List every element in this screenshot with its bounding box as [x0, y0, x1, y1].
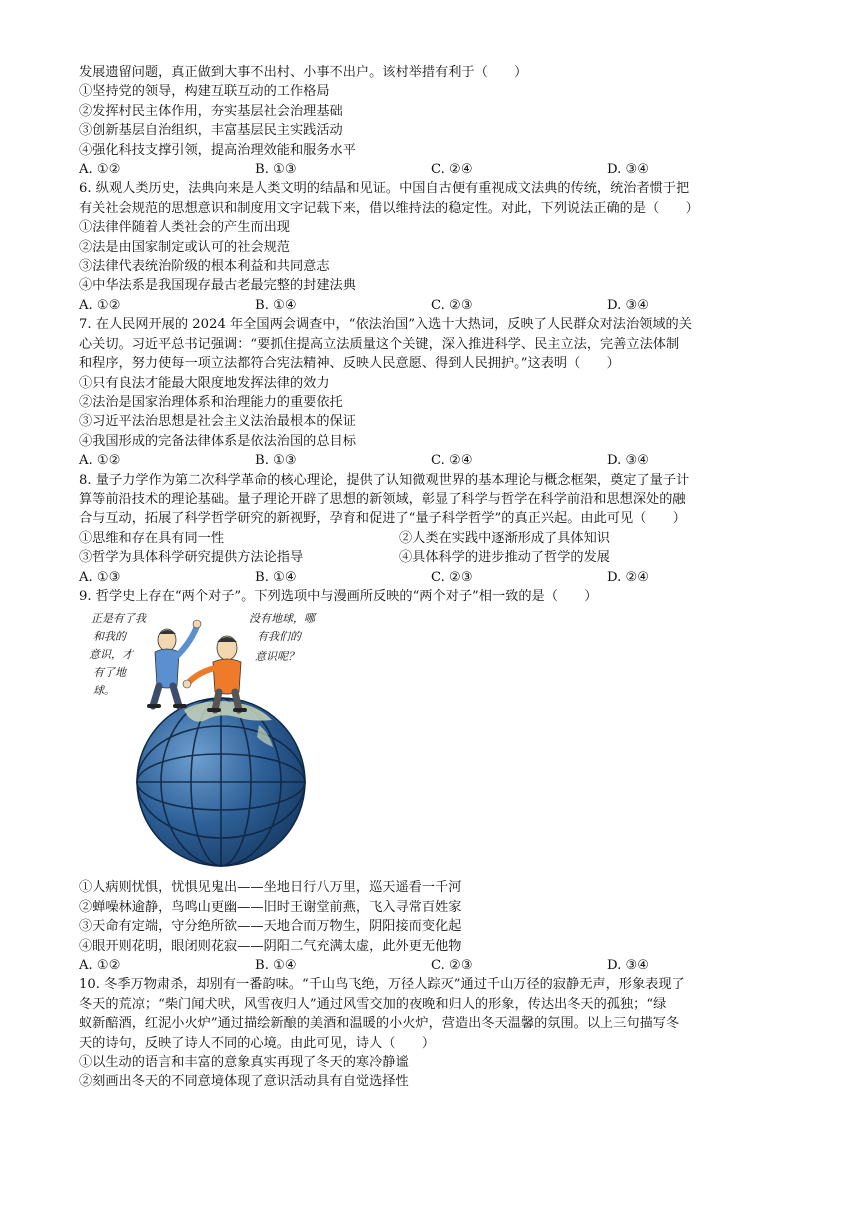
q5-item-1: ①坚持党的领导，构建互联互动的工作格局	[79, 84, 330, 100]
q9-item-3: ③天命有定端，守分绝所欲——天地合而万物生，阴阳接而变化起	[79, 919, 462, 935]
q9-item-4: ④眼开则花明，眼闭则花寂——阴阳二气充满太虚，此外更无他物	[79, 938, 462, 954]
q6-options	[79, 296, 799, 315]
q6-item-4: ④中华法系是我国现存最古老最完整的封建法典	[79, 278, 356, 294]
q5-stem-tail: 发展遗留问题，真正做到大事不出村、小事不出户。该村举措有利于（ ）	[79, 65, 528, 80]
bubble-right-line-2: 有我们的	[257, 630, 301, 644]
q7-option-c[interactable]: C. ②④	[431, 453, 473, 469]
q7-item-3: ③习近平法治思想是社会主义法治最根本的保证	[79, 414, 356, 430]
q5-option-d[interactable]: D. ③④	[607, 162, 650, 178]
q6-stem-line-2: 有关社会规范的思想意识和制度用文字记载下来，借以维持法的稳定性。对此，下列说法正确的是（ ）	[79, 200, 699, 216]
q6-option-c[interactable]: C. ②③	[431, 297, 473, 313]
q6-item-1: ①法律伴随着人类社会的产生而出现	[79, 220, 290, 236]
q8-item-1: ①思维和存在具有同一性	[79, 530, 225, 546]
q8-option-d[interactable]: D. ②④	[607, 569, 650, 585]
q6-stem-line-1: 6. 纵观人类历史，法典向来是人类文明的结晶和见证。中国自古便有重视成文法典的传统，统治者惯于把	[79, 181, 690, 197]
q6-option-b[interactable]: B. ①④	[255, 297, 297, 313]
q6-option-a[interactable]: A. ①②	[79, 297, 121, 313]
q6-item-2: ②法是由国家制定或认可的社会规范	[79, 239, 290, 255]
bubble-left-line-3: 意识，才	[89, 648, 133, 662]
q9-option-a[interactable]: A. ①②	[79, 958, 121, 973]
q7-option-d[interactable]: D. ③④	[607, 453, 650, 469]
q6-option-d[interactable]: D. ③④	[607, 297, 650, 313]
q9-option-b[interactable]: B. ①④	[255, 958, 297, 973]
q7-option-b[interactable]: B. ①③	[255, 453, 297, 469]
q8-option-c[interactable]: C. ②③	[431, 569, 473, 585]
q5-item-3: ③创新基层自治组织，丰富基层民主实践活动	[79, 123, 343, 139]
q7-item-4: ④我国形成的完备法律体系是依法治国的总目标	[79, 433, 356, 449]
q7-stem-line-1: 7. 在人民网开展的 2024 年全国两会调查中，“依法治国”入选十大热词，反映了人民群众对法治领域的关	[79, 317, 692, 333]
q10-stem-line-2: 冬天的荒凉；“柴门闻犬吠，风雪夜归人”通过风雪交加的夜晚和归人的形象，传达出冬天的孤独；“绿	[79, 996, 667, 1012]
q9-options	[79, 956, 799, 975]
q7-stem-line-3: 和程序，努力使每一项立法都符合宪法精神、反映人民意愿、得到人民拥护。”这表明（ ）	[79, 356, 620, 372]
q8-item-4: ④具体科学的进步推动了哲学的发展	[399, 550, 610, 566]
q5-option-b[interactable]: B. ①③	[255, 162, 297, 178]
q9-option-d[interactable]: D. ③④	[607, 958, 650, 973]
bubble-left-line-1: 正是有了我	[91, 612, 146, 626]
q7-item-2: ②法治是国家治理体系和治理能力的重要依托	[79, 394, 343, 410]
q8-option-b[interactable]: B. ①④	[255, 569, 297, 585]
comic-svg	[89, 610, 329, 872]
q8-options	[79, 568, 799, 587]
q9-stem: 9. 哲学史上存在“两个对子”。下列选项中与漫画所反映的“两个对子”相一致的是（ ）	[79, 588, 598, 604]
left-figure	[149, 620, 201, 706]
q8-option-a[interactable]: A. ①③	[79, 569, 121, 585]
right-figure	[183, 636, 245, 710]
bubble-left-line-2: 和我的	[93, 630, 126, 644]
q8-item-3: ③哲学为具体科学研究提供方法论指导	[79, 550, 304, 566]
q5-item-4: ④强化科技支撑引领，提高治理效能和服务水平	[79, 142, 356, 158]
q5-option-a[interactable]: A. ①②	[79, 162, 121, 178]
q10-item-1: ①以生动的语言和丰富的意象真实再现了冬天的寒冷静谧	[79, 1055, 409, 1071]
q8-items-row-2	[79, 548, 799, 567]
bubble-left-line-4: 有了地	[93, 666, 126, 680]
q5-option-c[interactable]: C. ②④	[431, 162, 473, 178]
q8-stem-line-2: 算等前沿技术的理论基础。量子理论开辟了思想的新领域，彰显了科学与哲学在科学前沿和思想深处的融	[79, 491, 686, 507]
q5-options	[79, 160, 799, 179]
q5-item-2: ②发挥村民主体作用，夯实基层社会治理基础	[79, 103, 343, 119]
exam-page	[79, 63, 799, 1092]
q7-options	[79, 451, 799, 470]
q10-stem-line-1: 10. 冬季万物肃杀，却别有一番韵味。“千山鸟飞绝，万径人踪灭”通过千山万径的寂静无声，形象表现了	[79, 977, 685, 993]
q9-option-c[interactable]: C. ②③	[431, 958, 473, 973]
q8-stem-line-3: 合与互动，拓展了科学哲学研究的新视野，孕育和促进了“量子科学哲学”的真正兴起。由此可见（ ）	[79, 511, 686, 527]
q9-item-2: ②蝉噪林逾静，鸟鸣山更幽——旧时王谢堂前燕，飞入寻常百姓家	[79, 899, 462, 915]
q8-stem-line-1: 8. 量子力学作为第二次科学革命的核心理论，提供了认知微观世界的基本理论与概念框架，奠定了量子计	[79, 472, 690, 488]
q10-stem-line-3: 蚁新醅酒，红泥小火炉”通过描绘新酿的美酒和温暖的小火炉，营造出冬天温馨的氛围。以上三句描写冬	[79, 1016, 680, 1032]
q8-item-2: ②人类在实践中逐渐形成了具体知识	[399, 530, 610, 546]
q7-option-a[interactable]: A. ①②	[79, 453, 121, 469]
q7-stem-line-2: 心关切。习近平总书记强调：“要抓住提高立法质量这个关键，深入推进科学、民主立法，完善立法体制	[79, 336, 680, 352]
q6-item-3: ③法律代表统治阶级的根本利益和共同意志	[79, 259, 330, 275]
comic-illustration	[89, 610, 329, 872]
bubble-right-line-1: 没有地球，哪	[249, 612, 315, 626]
q10-stem-line-4: 天的诗句，反映了诗人不同的心境。由此可见，诗人（ ）	[79, 1035, 436, 1051]
q8-items-row-1	[79, 529, 799, 548]
bubble-left-line-5: 球。	[93, 684, 115, 698]
globe	[137, 698, 305, 866]
bubble-right-line-3: 意识呢？	[255, 650, 299, 664]
q7-item-1: ①只有良法才能最大限度地发挥法律的效力	[79, 375, 330, 391]
q10-item-2: ②刻画出冬天的不同意境体现了意识活动具有自觉选择性	[79, 1074, 409, 1090]
q9-item-1: ①人病则忧惧，忧惧见鬼出——坐地日行八万里，巡天遥看一千河	[79, 880, 462, 896]
